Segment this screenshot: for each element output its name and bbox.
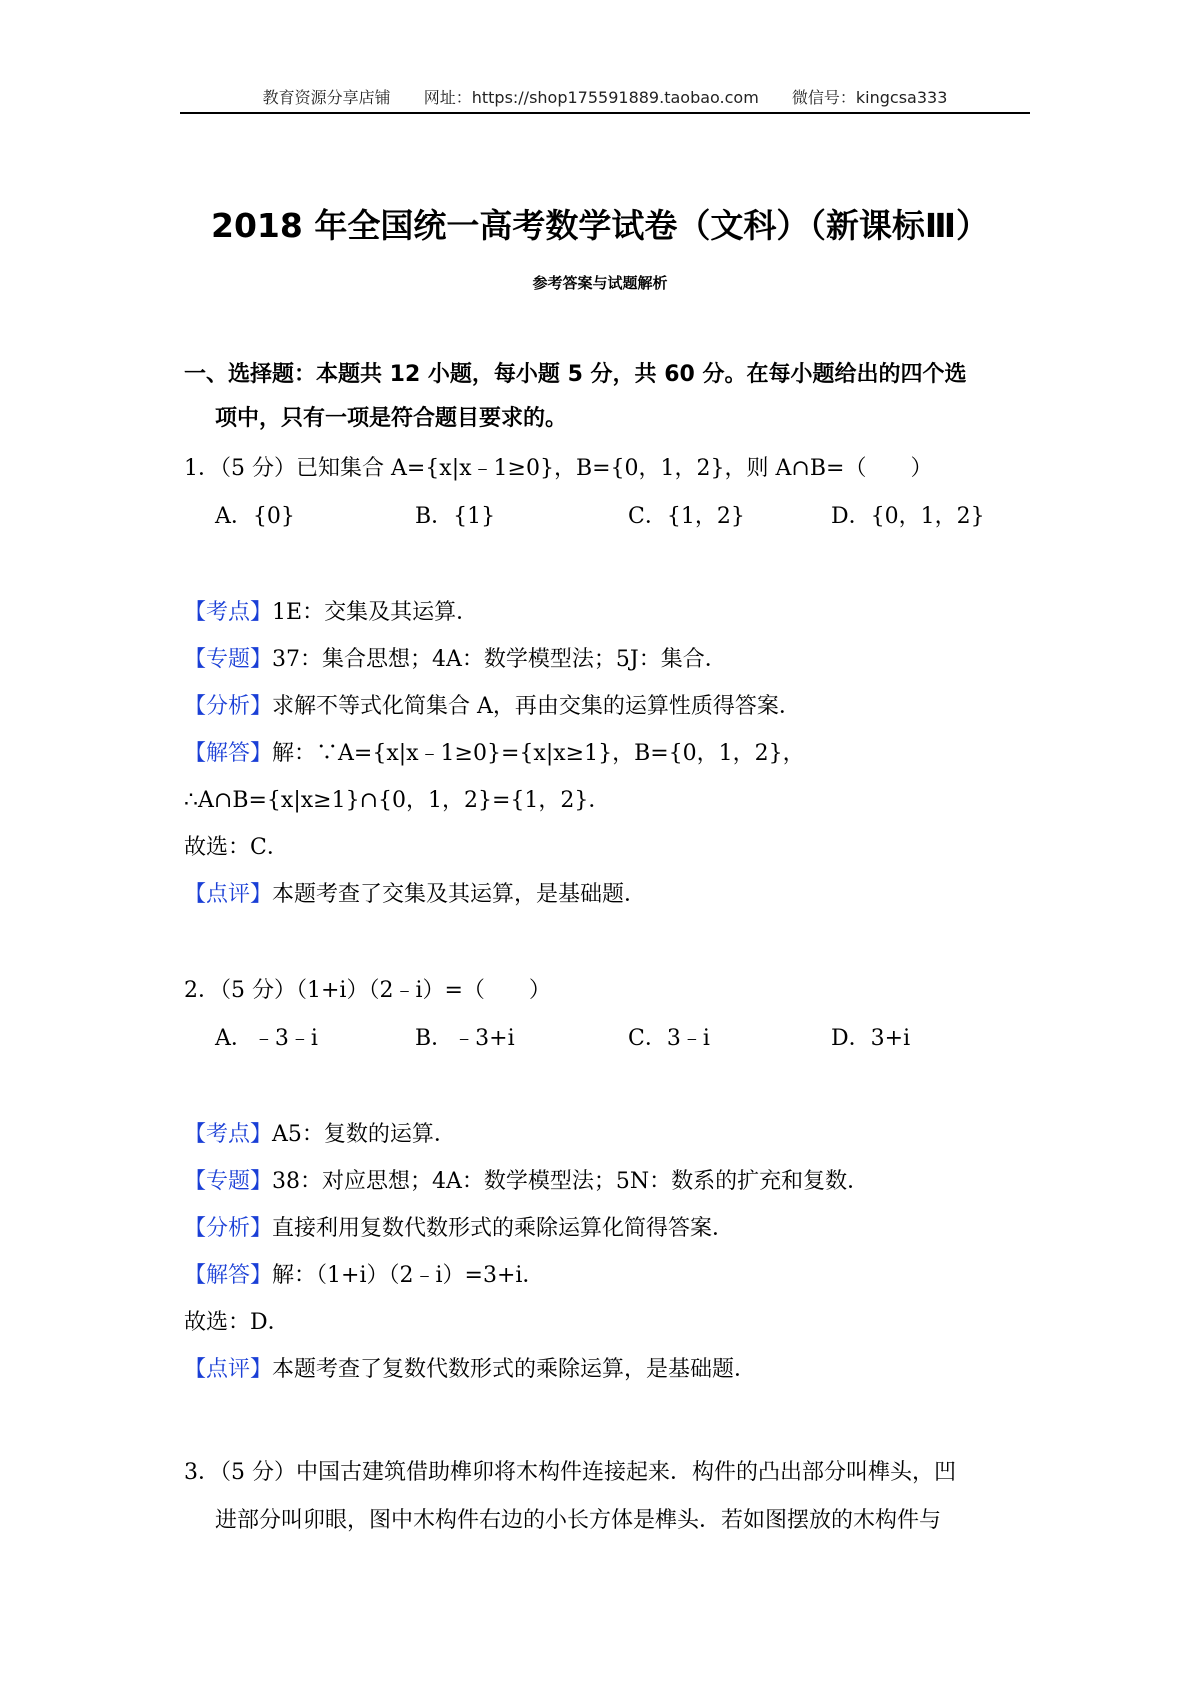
tag-kaodian: 【考点】: [184, 1122, 273, 1147]
q1-kaodian: [184, 598, 478, 628]
q1-kaodian-text: 1E：交集及其运算．: [272, 600, 479, 625]
q1-fenxi: [184, 692, 801, 722]
page-subtitle: 参考答案与试题解析: [532, 274, 668, 292]
q1-option-d: D．{0，1，2}: [831, 504, 985, 529]
tag-zhuanti: 【专题】: [184, 1169, 273, 1194]
tag-fenxi: 【分析】: [184, 694, 273, 719]
q1-jieda: [184, 739, 805, 769]
q2-jieda: [184, 1261, 544, 1291]
q1-answer: 故选：C．: [184, 835, 289, 860]
page-title: 2018 年全国统一高考数学试卷（文科）（新课标Ⅲ）: [210, 206, 990, 245]
tag-kaodian: 【考点】: [184, 600, 273, 625]
q2-option-d: D．3+i: [831, 1026, 911, 1051]
q1-jieda-text: 解：∵A={x|x﹣1≥0}={x|x≥1}，B={0，1，2}，: [272, 741, 805, 766]
q1-jieda-line2: ∴A∩B={x|x≥1}∩{0，1，2}={1，2}．: [184, 788, 611, 813]
section-heading-line2: 项中，只有一项是符合题目要求的。: [215, 406, 568, 431]
q1-dianping-text: 本题考查了交集及其运算，是基础题．: [272, 882, 647, 907]
header-wechat: 微信号：kingcsa333: [791, 88, 948, 107]
q2-answer: 故选：D．: [184, 1310, 290, 1335]
q2-zhuanti-text: 38：对应思想；4A：数学模型法；5N：数系的扩充和复数．: [272, 1169, 870, 1194]
q2-fenxi: [184, 1214, 734, 1244]
q2-dianping-text: 本题考查了复数代数形式的乘除运算，是基础题．: [272, 1357, 757, 1382]
header-url[interactable]: 网址：https://shop175591889.taobao.com: [423, 88, 759, 107]
q1-option-b: B．{1}: [415, 504, 496, 529]
q2-stem: 2．（5 分）（1+i）（2﹣i）=（ ）: [184, 978, 551, 1003]
tag-dianping: 【点评】: [184, 1357, 273, 1382]
tag-fenxi: 【分析】: [184, 1216, 273, 1241]
q2-fenxi-text: 直接利用复数代数形式的乘除运算化简得答案．: [272, 1216, 735, 1241]
q1-zhuanti: [184, 645, 727, 675]
tag-dianping: 【点评】: [184, 882, 273, 907]
q1-zhuanti-text: 37：集合思想；4A：数学模型法；5J：集合．: [272, 647, 727, 672]
q1-option-a: A．{0}: [215, 504, 295, 529]
header-shop: 教育资源分享店铺: [262, 88, 391, 107]
q1-dianping: [184, 880, 646, 910]
q3-stem-line1: 3．（5 分）中国古建筑借助榫卯将木构件连接起来．构件的凸出部分叫榫头，凹: [184, 1460, 956, 1485]
q1-option-c: C．{1，2}: [628, 504, 745, 529]
page-header: [180, 80, 1030, 114]
q2-option-b: B．﹣3+i: [415, 1026, 515, 1051]
tag-zhuanti: 【专题】: [184, 647, 273, 672]
q1-stem: 1．（5 分）已知集合 A={x|x﹣1≥0}，B={0，1，2}，则 A∩B=（ ）: [184, 456, 933, 481]
q2-kaodian: [184, 1120, 456, 1150]
q2-option-a: A．﹣3﹣i: [215, 1026, 318, 1051]
q2-dianping: [184, 1355, 756, 1385]
q1-fenxi-text: 求解不等式化简集合 A，再由交集的运算性质得答案．: [272, 694, 801, 719]
q2-jieda-text: 解：（1+i）（2﹣i）=3+i．: [272, 1263, 545, 1288]
q2-kaodian-text: A5：复数的运算．: [272, 1122, 456, 1147]
tag-jieda: 【解答】: [184, 741, 273, 766]
section-heading-line1: 一、选择题：本题共 12 小题，每小题 5 分，共 60 分。在每小题给出的四个选: [184, 362, 967, 387]
q3-stem-line2: 进部分叫卯眼，图中木构件右边的小长方体是榫头．若如图摆放的木构件与: [215, 1508, 942, 1533]
tag-jieda: 【解答】: [184, 1263, 273, 1288]
q2-option-c: C．3﹣i: [628, 1026, 710, 1051]
q2-zhuanti: [184, 1167, 869, 1197]
